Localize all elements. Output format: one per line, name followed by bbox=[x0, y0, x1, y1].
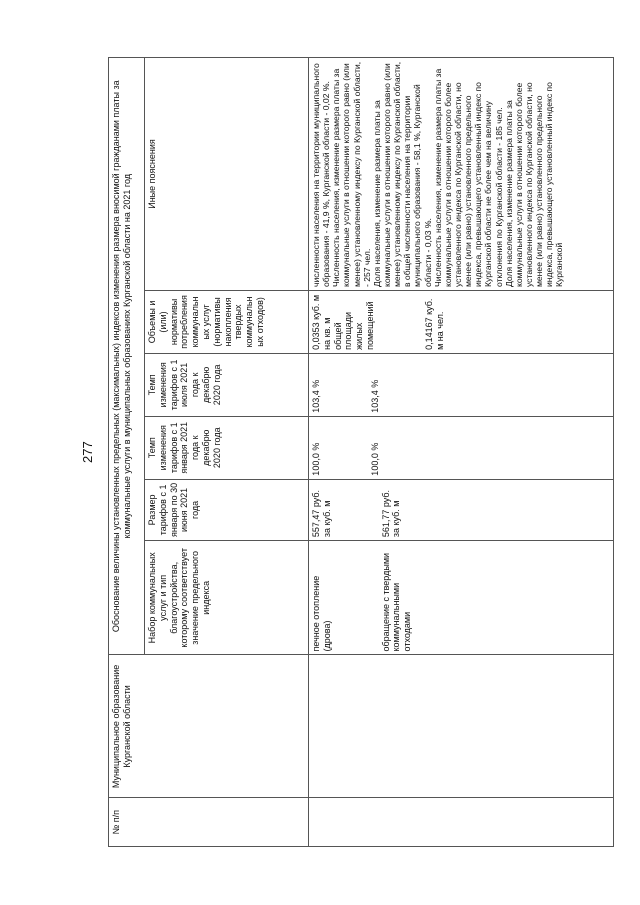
page-number: 277 bbox=[80, 441, 95, 463]
header-municipality: Муниципальное образование Курганской области bbox=[109, 655, 309, 798]
volume-row-1: 0,0353 куб. м на кв. м общей площади жилых помещений bbox=[311, 294, 375, 350]
header-index: № п/п bbox=[109, 798, 309, 847]
cell-volume bbox=[309, 291, 614, 354]
cell-index bbox=[309, 798, 614, 847]
header-notes: Иные пояснения bbox=[145, 58, 309, 291]
cell-service bbox=[309, 541, 614, 655]
tariff-justification-table bbox=[108, 57, 614, 847]
cell-change-jul bbox=[309, 353, 614, 416]
service-row-2: обращение с твердыми коммунальными отходами bbox=[380, 552, 413, 652]
tariff-row-1: 557,47 руб. за куб. м bbox=[311, 489, 332, 538]
change-jul-row-2: 103,4 % bbox=[369, 379, 380, 413]
header-tariff-change-jan: Темп изменения тарифов с 1 января 2021 года к декабрю 2020 года bbox=[145, 416, 309, 479]
volume-row-2: 0,14167 куб. м на чел. bbox=[423, 298, 445, 350]
change-jul-row-1: 103,4 % bbox=[311, 379, 321, 413]
cell-municipality bbox=[309, 655, 614, 798]
header-tariff-change-jul: Темп изменения тарифов с 1 июля 2021 года к декабрю 2020 года bbox=[145, 353, 309, 416]
change-jan-row-1: 100,0 % bbox=[311, 442, 321, 476]
header-service-set: Набор коммунальных услуг и тип благоустройства, которому соответствует значение предельного индекса bbox=[145, 541, 309, 655]
cell-change-jan bbox=[309, 416, 614, 479]
header-tariff-size: Размер тарифов с 1 января по 30 июня 2021 года bbox=[145, 479, 309, 540]
cell-tariff bbox=[309, 479, 614, 540]
notes-text: численности населения на территории муниципального образования - 41,9 %, Курганской области - 0,02 %. Численность населения, изменение размера платы за коммунальные услуги в отношении которого равно (или менее) установленному индексу по Курганской области, - 257 чел. Доля населения, изменение размера платы за коммунальные услуги в отношении которого равно (или менее) установленному индексу по Курганской области, в общей численности населения на территории муниципального образования - 58,1 %, Курганской области - 0,03 %. Численность населения, изменение размера платы за коммунальные услуги в отношении которого более установленного индекса по Курганской области, но менее (или равно) установленного предельного индекса, превышающего установленный индекс по Курганской области не более чем на величину отклонения по Курганской области - 185 чел. Доля населения, изменение размера платы за коммунальные услуги в отношении которого более установленного индекса по Курганской области, но менее (или равно) установленного предельного индекса, превышающего установленный индекс по Курганской bbox=[311, 61, 565, 288]
change-jan-row-2: 100,0 % bbox=[369, 442, 380, 476]
table-caption: Обоснование величины установленных предельных (максимальных) индексов изменения размера вносимой гражданами платы за коммунальные услуги в муниципальных образованиях Курганской области на 2021 год bbox=[109, 58, 145, 655]
service-row-1: печное отопление (дрова) bbox=[311, 575, 332, 652]
rotated-table-container bbox=[108, 57, 608, 847]
cell-notes bbox=[309, 58, 614, 291]
tariff-row-2: 561,77 руб. за куб. м bbox=[380, 489, 402, 538]
header-volumes: Объемы и (или) нормативы потребления коммунальных услуг (нормативы накопления твердых коммунальных отходов) bbox=[145, 291, 309, 354]
